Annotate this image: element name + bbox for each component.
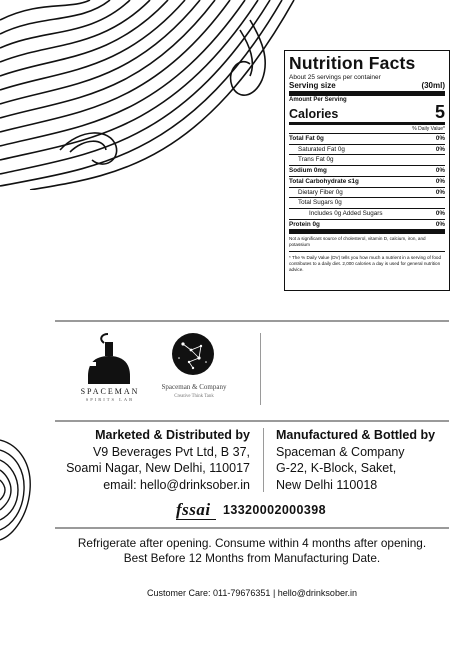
nutrition-facts-panel — [284, 50, 450, 291]
nutrient-label: Total Fat 0g — [289, 135, 324, 142]
nutrient-dv: 0% — [435, 167, 445, 175]
fssai-logo: fssai — [176, 500, 211, 519]
calories-label: Calories — [289, 107, 339, 121]
fssai-underline — [176, 519, 216, 520]
nutrient-row — [289, 134, 445, 145]
fssai-license-number: 13320002000398 — [223, 503, 326, 517]
marketed-by-heading: Marketed & Distributed by — [95, 428, 250, 442]
nutrient-dv: 0% — [435, 135, 445, 142]
calories-row — [289, 103, 445, 121]
decorative-wave-art — [0, 0, 300, 190]
company-brand-name: Spaceman & Company — [161, 383, 227, 391]
nutrient-row — [289, 145, 445, 156]
nutrient-label: Saturated Fat 0g — [298, 145, 345, 153]
nutrient-row — [289, 198, 445, 209]
nutrient-label: Sodium 0mg — [289, 167, 327, 175]
manufactured-by-block — [276, 427, 435, 493]
nutrient-dv: 0% — [435, 145, 445, 153]
nutrient-row — [289, 177, 445, 188]
nutrient-label: Total Sugars 0g — [298, 199, 342, 207]
divider — [55, 320, 449, 322]
servings-per-container: About 25 servings per container — [289, 74, 381, 81]
nutrient-label: Protein 0g — [289, 220, 320, 228]
nutrition-title: Nutrition Facts — [289, 53, 416, 73]
nutrient-label: Includes 0g Added Sugars — [309, 209, 383, 217]
address-line: G-22, K-Block, Saket, — [276, 461, 397, 475]
vertical-divider — [260, 333, 261, 405]
nutrient-row — [289, 209, 445, 220]
serving-size-value: (30ml) — [421, 81, 445, 90]
amount-per-serving: Amount Per Serving — [289, 97, 347, 103]
divider — [55, 527, 449, 529]
address-line: Soami Nagar, New Delhi, 110017 — [66, 461, 250, 475]
nutrient-row — [289, 220, 445, 230]
nutrition-note: Not a significant source of cholesterol, vitamin D, calcium, iron, and potassium — [289, 236, 426, 248]
nutrient-row — [289, 155, 445, 166]
nutrient-label: Trans Fat 0g — [298, 156, 334, 164]
manufactured-by-heading: Manufactured & Bottled by — [276, 428, 436, 442]
customer-care: Customer Care: 011-79676351 | hello@drinksober.in — [147, 588, 357, 598]
storage-instructions — [55, 536, 449, 566]
calories-value: 5 — [434, 102, 445, 122]
marketed-by-block — [66, 427, 250, 493]
nutrient-label: Dietary Fiber 0g — [298, 188, 343, 196]
nutrient-dv: 0% — [435, 220, 445, 228]
nutrient-dv: 0% — [435, 209, 445, 217]
vertical-divider — [263, 428, 264, 492]
serving-size-row — [289, 81, 445, 91]
email-line: email: hello@drinksober.in — [103, 477, 250, 492]
decorative-swirl-art — [0, 435, 35, 545]
spaceman-brand-sub: SPIRITS LAB — [85, 397, 135, 402]
nutrient-dv: 0% — [435, 177, 445, 185]
storage-line: Refrigerate after opening. Consume within 4 months after opening. — [77, 536, 427, 550]
nutrient-row — [289, 166, 445, 177]
divider-thick — [289, 91, 445, 96]
address-line: V9 Beverages Pvt Ltd, B 37, — [92, 444, 250, 459]
daily-value-header: % Daily Value* — [289, 125, 445, 134]
nutrition-footnote: * The % Daily Value (DV) tells you how much a nutrient in a serving of food contributes to a daily diet. 2,000 calories a day is used for general nutrition advice. — [289, 251, 445, 272]
serving-size-label: Serving size — [289, 81, 336, 90]
company-brand-sub: Creative Think Tank — [174, 394, 214, 399]
spaceman-brand-name: SPACEMAN — [80, 387, 140, 396]
nutrient-row — [289, 188, 445, 199]
address-line: New Delhi 110018 — [276, 477, 378, 492]
constellation-logo-icon — [171, 332, 215, 376]
best-before-line: Best Before 12 Months from Manufacturing Date. — [123, 551, 381, 565]
address-line: Spaceman & Company — [276, 444, 405, 459]
nutrient-dv: 0% — [435, 188, 445, 196]
nutrient-label: Total Carbohydrate ≤1g — [289, 177, 359, 185]
divider — [55, 420, 449, 422]
